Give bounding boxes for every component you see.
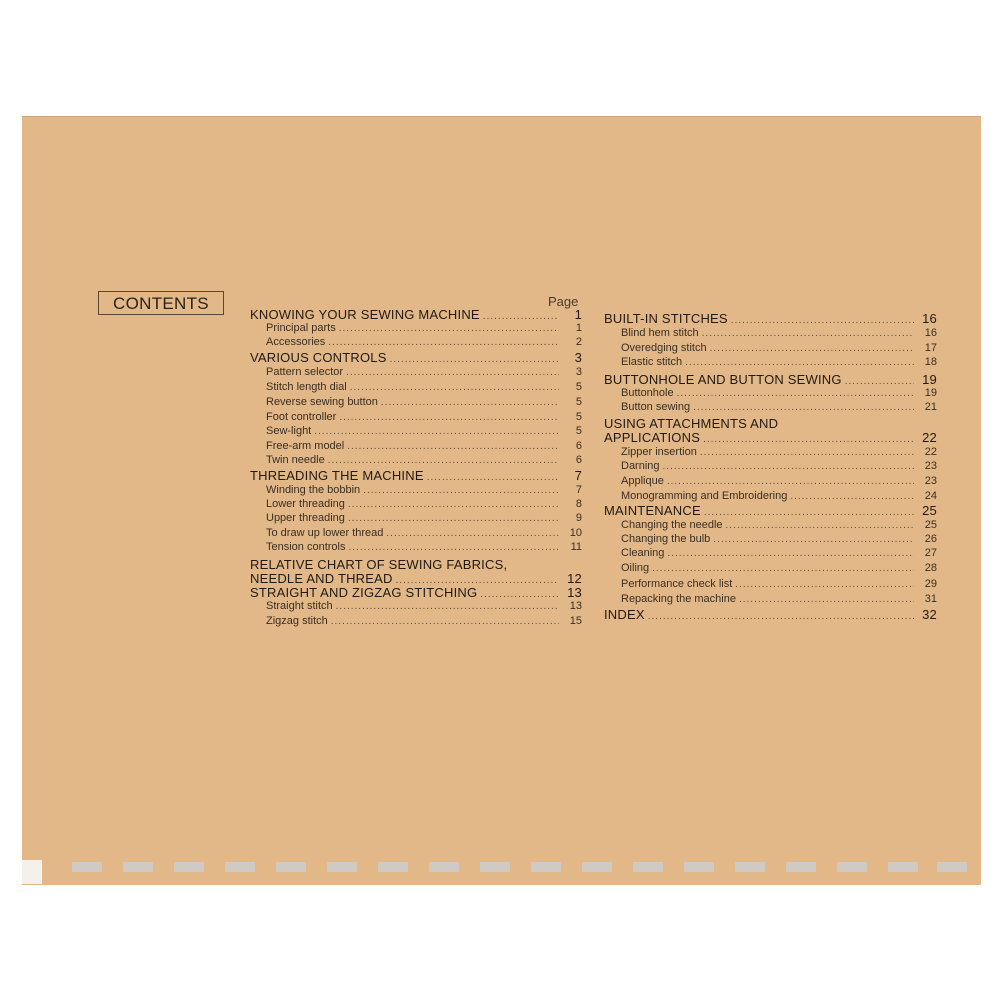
toc-entry-title: USING ATTACHMENTS AND xyxy=(604,416,779,431)
dot-leader xyxy=(845,376,914,387)
toc-page-number: 19 xyxy=(924,387,937,399)
toc-page-number: 5 xyxy=(575,425,582,437)
dot-leader xyxy=(427,472,559,483)
dot-leader xyxy=(702,328,914,339)
toc-subentry xyxy=(621,562,937,574)
dot-leader xyxy=(731,315,914,326)
toc-entry-title: APPLICATIONS xyxy=(604,430,701,445)
toc-page-number: 27 xyxy=(924,547,937,559)
binding-hole xyxy=(225,862,255,872)
dot-leader xyxy=(704,507,914,518)
toc-heading-entry xyxy=(604,416,937,431)
dot-leader xyxy=(703,434,914,445)
binding-hole xyxy=(633,862,663,872)
toc-subentry xyxy=(266,600,582,612)
toc-entry-title: Stitch length dial xyxy=(266,381,347,393)
dot-leader xyxy=(483,311,559,322)
toc-heading-entry xyxy=(604,311,937,326)
toc-entry-title: BUTTONHOLE AND BUTTON SEWING xyxy=(604,372,842,387)
binding-hole xyxy=(429,862,459,872)
dot-leader xyxy=(328,455,559,466)
dot-leader xyxy=(381,397,559,408)
toc-entry-title: STRAIGHT AND ZIGZAG STITCHING xyxy=(250,585,478,600)
dot-leader xyxy=(386,528,559,539)
toc-subentry xyxy=(266,396,582,408)
toc-entry-title: Twin needle xyxy=(266,454,325,466)
toc-page-number: 11 xyxy=(570,541,582,553)
toc-page-number: 22 xyxy=(924,446,937,458)
toc-subentry xyxy=(621,547,937,559)
toc-page-number: 3 xyxy=(574,350,582,365)
dot-leader xyxy=(314,426,559,437)
toc-subentry xyxy=(266,454,582,466)
dot-leader xyxy=(652,563,914,574)
toc-heading-entry xyxy=(604,372,937,387)
binding-hole xyxy=(480,862,510,872)
toc-page-number: 1 xyxy=(574,307,582,322)
toc-entry-title: Changing the needle xyxy=(621,519,723,531)
toc-page-number: 10 xyxy=(569,527,582,539)
dot-leader xyxy=(667,476,914,487)
contents-title: CONTENTS xyxy=(98,291,224,315)
dot-leader xyxy=(693,402,914,413)
toc-page-number: 2 xyxy=(575,336,582,348)
toc-entry-title: KNOWING YOUR SEWING MACHINE xyxy=(250,307,480,322)
dot-leader xyxy=(667,548,914,559)
dot-leader xyxy=(328,337,559,348)
dot-leader xyxy=(336,601,559,612)
toc-subentry xyxy=(621,519,937,531)
toc-entry-title: Zipper insertion xyxy=(621,446,697,458)
toc-page-number: 5 xyxy=(575,381,582,393)
toc-page-number: 23 xyxy=(924,460,937,472)
toc-heading-entry xyxy=(250,307,582,322)
dot-leader xyxy=(726,520,914,531)
binding-hole xyxy=(123,862,153,872)
toc-subentry xyxy=(266,440,582,452)
page-corner-notch xyxy=(22,860,42,884)
toc-page-number: 31 xyxy=(924,593,937,605)
toc-subentry xyxy=(621,475,937,487)
toc-entry-title: Repacking the machine xyxy=(621,593,736,605)
binding-hole xyxy=(327,862,357,872)
toc-heading-entry xyxy=(604,607,937,622)
toc-heading-entry xyxy=(604,503,937,518)
dot-leader xyxy=(350,382,559,393)
toc-subentry xyxy=(621,446,937,458)
toc-page-number: 3 xyxy=(575,366,582,378)
toc-heading-entry xyxy=(604,430,937,445)
toc-page-number: 17 xyxy=(924,342,937,354)
toc-page-number: 29 xyxy=(924,578,937,590)
toc-page-number: 13 xyxy=(569,600,582,612)
toc-entry-title: THREADING THE MACHINE xyxy=(250,468,424,483)
binding-hole xyxy=(786,862,816,872)
dot-leader xyxy=(339,323,559,334)
toc-entry-title: MAINTENANCE xyxy=(604,503,701,518)
toc-page-number: 6 xyxy=(575,454,582,466)
toc-entry-title: Darning xyxy=(621,460,660,472)
toc-page-number: 13 xyxy=(567,585,582,600)
toc-entry-title: INDEX xyxy=(604,607,645,622)
dot-leader xyxy=(480,589,559,600)
toc-heading-entry xyxy=(250,571,582,586)
toc-entry-title: Oiling xyxy=(621,562,650,574)
toc-page-number: 5 xyxy=(575,396,582,408)
toc-entry-title: Straight stitch xyxy=(266,600,333,612)
toc-heading-entry xyxy=(250,585,582,600)
toc-entry-title: NEEDLE AND THREAD xyxy=(250,571,393,586)
toc-subentry xyxy=(266,484,582,496)
toc-page-number: 1 xyxy=(575,322,582,334)
dot-leader xyxy=(348,513,559,524)
toc-page-number: 26 xyxy=(924,533,937,545)
dot-leader xyxy=(713,534,914,545)
dot-leader xyxy=(677,388,914,399)
toc-entry-title: Accessories xyxy=(266,336,326,348)
dot-leader xyxy=(790,491,914,502)
toc-page-number: 23 xyxy=(924,475,937,487)
toc-page-number: 19 xyxy=(922,372,937,387)
toc-entry-title: Lower threading xyxy=(266,498,345,510)
toc-entry-title: Buttonhole xyxy=(621,387,674,399)
toc-entry-title: Monogramming and Embroidering xyxy=(621,490,788,502)
toc-entry-title: Zigzag stitch xyxy=(266,615,328,627)
toc-subentry xyxy=(621,356,937,368)
binding-hole xyxy=(735,862,765,872)
toc-page-number: 24 xyxy=(924,490,937,502)
binding-hole xyxy=(582,862,612,872)
binding-hole xyxy=(684,862,714,872)
toc-page-number: 16 xyxy=(924,327,937,339)
toc-subentry xyxy=(621,401,937,413)
toc-page-number: 15 xyxy=(569,615,582,627)
toc-subentry xyxy=(266,336,582,348)
toc-page-number: 32 xyxy=(922,607,937,622)
dot-leader xyxy=(346,367,559,378)
binding-hole xyxy=(72,862,102,872)
dot-leader xyxy=(339,412,559,423)
toc-page-number: 12 xyxy=(567,571,582,586)
page-column-label: Page xyxy=(548,294,579,309)
dot-leader xyxy=(735,579,914,590)
toc-page-number: 25 xyxy=(922,503,937,518)
toc-entry-title: Winding the bobbin xyxy=(266,484,361,496)
toc-subentry xyxy=(266,512,582,524)
toc-subentry xyxy=(266,411,582,423)
toc-entry-title: Applique xyxy=(621,475,664,487)
dot-leader xyxy=(648,611,914,622)
binding-hole xyxy=(888,862,918,872)
toc-subentry xyxy=(621,327,937,339)
toc-entry-title: Pattern selector xyxy=(266,366,344,378)
dot-leader xyxy=(348,499,559,510)
dot-leader xyxy=(390,354,559,365)
binding-hole xyxy=(378,862,408,872)
toc-page-number: 21 xyxy=(924,401,937,413)
toc-subentry xyxy=(266,366,582,378)
binding-hole xyxy=(174,862,204,872)
toc-entry-title: Overedging stitch xyxy=(621,342,707,354)
toc-subentry xyxy=(266,541,582,553)
toc-page-number: 28 xyxy=(924,562,937,574)
toc-heading-entry xyxy=(250,557,582,572)
toc-page-number: 8 xyxy=(575,498,582,510)
toc-entry-title: To draw up lower thread xyxy=(266,527,384,539)
dot-leader xyxy=(347,441,559,452)
toc-page-number: 18 xyxy=(924,356,937,368)
toc-entry-title: VARIOUS CONTROLS xyxy=(250,350,387,365)
toc-entry-title: Changing the bulb xyxy=(621,533,711,545)
toc-subentry xyxy=(266,425,582,437)
toc-page-number: 25 xyxy=(924,519,937,531)
toc-entry-title: Tension controls xyxy=(266,541,346,553)
dot-leader xyxy=(710,343,914,354)
toc-subentry xyxy=(266,527,582,539)
toc-page-number: 22 xyxy=(922,430,937,445)
toc-page-number: 9 xyxy=(575,512,582,524)
toc-page-number: 5 xyxy=(575,411,582,423)
dot-leader xyxy=(663,461,914,472)
toc-subentry xyxy=(621,342,937,354)
toc-page-number: 16 xyxy=(922,311,937,326)
dot-leader xyxy=(363,485,559,496)
toc-heading-entry xyxy=(250,468,582,483)
toc-entry-title: Cleaning xyxy=(621,547,665,559)
toc-page-number: 7 xyxy=(574,468,582,483)
toc-entry-title: Sew-light xyxy=(266,425,312,437)
toc-entry-title: Elastic stitch xyxy=(621,356,683,368)
toc-entry-title: Performance check list xyxy=(621,578,733,590)
binding-hole xyxy=(837,862,867,872)
dot-leader xyxy=(349,542,560,553)
toc-subentry xyxy=(621,593,937,605)
toc-entry-title: Upper threading xyxy=(266,512,345,524)
binding-hole xyxy=(937,862,967,872)
toc-page-number: 7 xyxy=(575,484,582,496)
toc-subentry xyxy=(621,460,937,472)
binding-hole xyxy=(531,862,561,872)
dot-leader xyxy=(739,594,914,605)
toc-entry-title: Reverse sewing button xyxy=(266,396,378,408)
toc-page-number: 6 xyxy=(575,440,582,452)
dot-leader xyxy=(700,447,914,458)
toc-subentry xyxy=(621,387,937,399)
toc-entry-title: Foot controller xyxy=(266,411,337,423)
dot-leader xyxy=(685,357,914,368)
toc-heading-entry xyxy=(250,350,582,365)
toc-subentry xyxy=(621,490,937,502)
toc-subentry xyxy=(621,533,937,545)
toc-subentry xyxy=(266,381,582,393)
toc-subentry xyxy=(266,322,582,334)
toc-subentry xyxy=(266,498,582,510)
toc-entry-title: Button sewing xyxy=(621,401,691,413)
toc-entry-title: Free-arm model xyxy=(266,440,345,452)
toc-entry-title: BUILT-IN STITCHES xyxy=(604,311,728,326)
toc-subentry xyxy=(621,578,937,590)
toc-entry-title: Principal parts xyxy=(266,322,336,334)
toc-entry-title: Blind hem stitch xyxy=(621,327,699,339)
binding-hole xyxy=(276,862,306,872)
toc-subentry xyxy=(266,615,582,627)
toc-entry-title: RELATIVE CHART OF SEWING FABRICS, xyxy=(250,557,508,572)
dot-leader xyxy=(331,616,559,627)
